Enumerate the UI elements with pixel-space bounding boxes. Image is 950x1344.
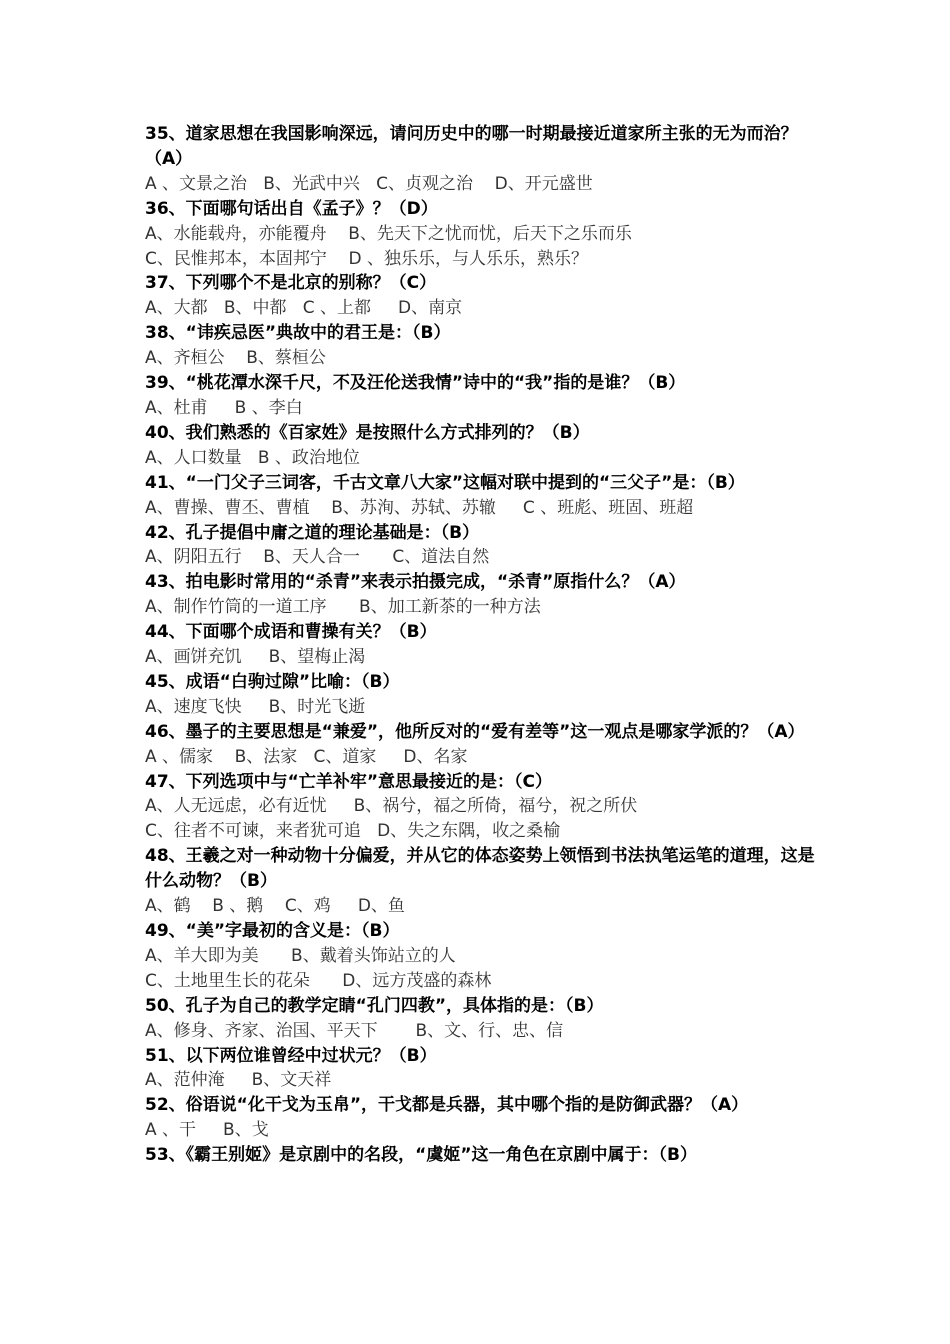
question-line: 46、墨子的主要思想是“兼爱”，他所反对的“爱有差等”这一观点是哪家学派的？（A） (145, 721, 805, 742)
question-line: 45、成语“白驹过隙”比喻：（B） (145, 671, 400, 692)
options-line: C、往者不可谏，来者犹可追 D、失之东隅，收之桑榆 (145, 821, 561, 842)
question-line: 44、下面哪个成语和曹操有关？（B） (145, 622, 437, 643)
options-line: A、阴阳五行 B、天人合一 C、道法自然 (145, 547, 490, 568)
options-line: A、范仲淹 B、文天祥 (145, 1070, 332, 1091)
options-line: A 、文景之治 B、光武中兴 C、贞观之治 D、开元盛世 (145, 173, 593, 194)
options-line: A、齐桓公 B、蔡桓公 (145, 348, 326, 369)
question-line: 50、孔子为自己的教学定睛“孔门四教”，具体指的是：（B） (145, 995, 604, 1016)
question-line: 48、王羲之对一种动物十分偏爱，并从它的体态姿势上领悟到书法执笔运笔的道理，这是什么动物？（B） (145, 846, 815, 892)
question-line: 37、下列哪个不是北京的别称？（C） (145, 273, 437, 294)
options-line: C、民惟邦本，本固邦宁 D 、独乐乐，与人乐乐，熟乐？ (145, 248, 588, 269)
options-line: A 、干 B、戈 (145, 1120, 269, 1141)
options-line: A、速度飞快 B、时光飞逝 (145, 696, 366, 717)
question-line: 42、孔子提倡中庸之道的理论基础是：（B） (145, 522, 480, 543)
options-line: A、画饼充饥 B、望梅止渴 (145, 647, 366, 668)
question-line: 53、《霸王别姬》是京剧中的名段，“虞姬”这一角色在京剧中属于：（B） (145, 1145, 697, 1166)
question-line: 51、以下两位谁曾经中过状元？（B） (145, 1045, 437, 1066)
options-line: A、大都 B、中都 C 、上都 D、南京 (145, 298, 463, 319)
question-line: 36、下面哪句话出自《孟子》？（D） (145, 198, 438, 219)
options-line: A、人口数量 B 、政治地位 (145, 447, 360, 468)
question-line: 35、道家思想在我国影响深远，请问历史中的哪一时期最接近道家所主张的无为而治？（A） (145, 124, 798, 169)
question-line: 40、我们熟悉的《百家姓》是按照什么方式排列的？（B） (145, 422, 590, 443)
options-line: A、水能载舟，亦能覆舟 B、先天下之忧而忧，后天下之乐而乐 (145, 223, 632, 244)
options-line: A、杜甫 B 、李白 (145, 397, 303, 418)
quiz-document (145, 122, 825, 1168)
question-line: 49、“美”字最初的含义是：（B） (145, 921, 400, 941)
options-line: A 、儒家 B、法家 C、道家 D、名家 (145, 746, 468, 767)
question-line: 47、下列选项中与“亡羊补牢”意思最接近的是：（C） (145, 771, 552, 792)
options-line: A、制作竹筒的一道工序 B、加工新茶的一种方法 (145, 597, 541, 618)
options-line: A、人无远虑，必有近忧 B、祸兮，福之所倚，福兮，祝之所伏 (145, 796, 638, 817)
options-line: A、修身、齐家、治国、平天下 B、文、行、忠、信 (145, 1020, 564, 1041)
question-line: 38、“讳疾忌医”典故中的君王是：（B） (145, 323, 451, 344)
question-line: 43、拍电影时常用的“杀青”来表示拍摄完成，“杀青”原指什么？（A） (145, 572, 686, 593)
options-line: C、土地里生长的花朵 D、远方茂盛的森林 (145, 970, 492, 991)
options-line: A、曹操、曹丕、曹植 B、苏洵、苏轼、苏辙 C 、班彪、班固、班超 (145, 497, 694, 518)
question-line: 41、“一门父子三词客，千古文章八大家”这幅对联中提到的“三父子”是：（B） (145, 472, 745, 493)
question-line: 39、“桃花潭水深千尺，不及汪伦送我情”诗中的“我”指的是谁？（B） (145, 373, 686, 394)
question-line: 52、俗语说“化干戈为玉帛”，干戈都是兵器，其中哪个指的是防御武器？（A） (145, 1095, 749, 1116)
options-line: A、鹤 B 、鹅 C、鸡 D、鱼 (145, 896, 405, 917)
options-line: A、羊大即为美 B、戴着头饰站立的人 (145, 945, 456, 966)
